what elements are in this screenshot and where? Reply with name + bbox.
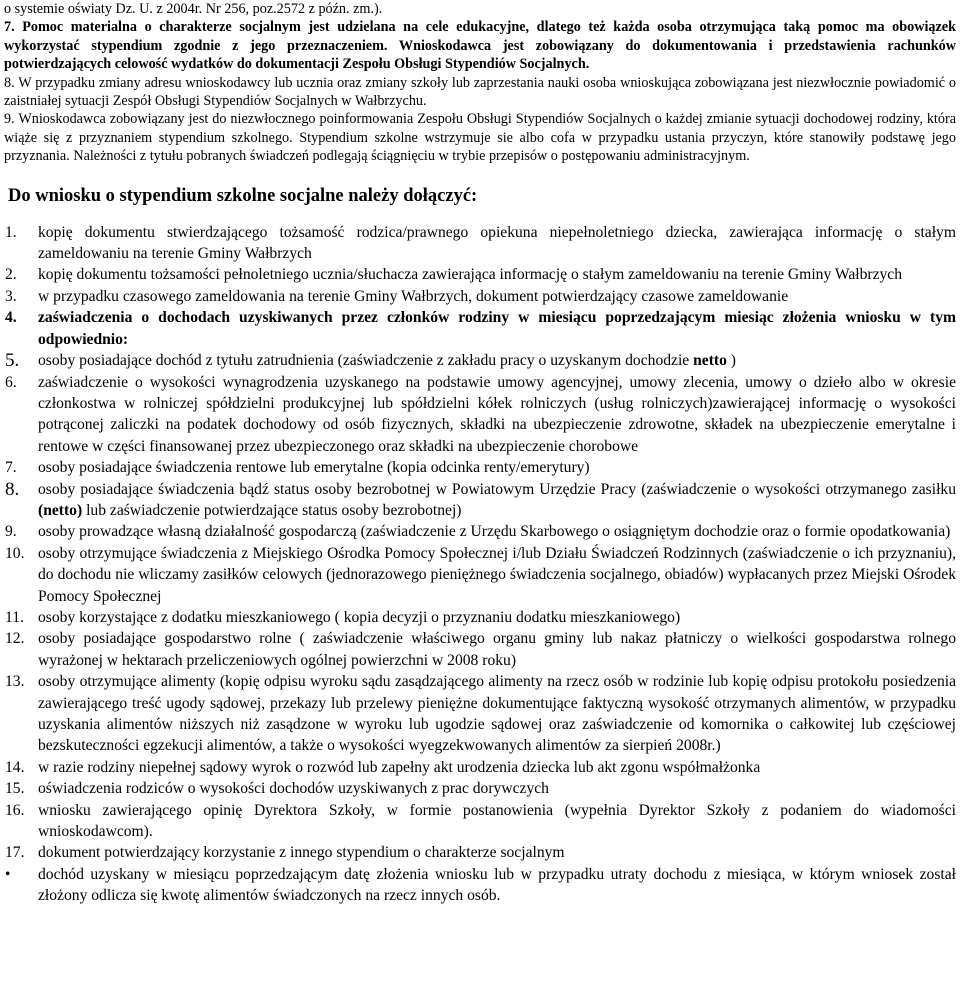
list-item xyxy=(4,842,956,863)
law-reference-line: o systemie oświaty Dz. U. z 2004r. Nr 256, poz.2572 z późn. zm.). xyxy=(4,1,383,17)
item-text: osoby otrzymujące alimenty (kopię odpisu wyroku sądu zasądzającego alimenty na rzecz osób w rodzinie lub kopię odpisu protokołu posiedzenia zawierającego treść ugody sądowej, przekazy lub przelewy pieniężne dokumentujące faktyczną wysokość otrzymanych alimentów, w przypadku uzyskania alimentów niższych niż zasądzone w wyroku lub ugodzie sądowej oraz zaświadczenie od komornika o całkowitej lub częściowej bezskuteczności egzekucji alimentów, a także o wysokości wyegzekwowanych alimentów za sierpień 2008r.) xyxy=(38,673,956,755)
paragraph-9: 9. Wnioskodawca zobowiązany jest do niezwłocznego poinformowania Zespołu Obsługi Stypendiów Socjalnych o każdej zmianie sytuacji dochodowej rodziny, która wiąże się z przyznaniem stypendium szkolnego. Stypendium szkolne wstrzymuje sie albo cofa w przypadku ustania przyczyn, które stanowiły podstawę jego przyznania. Należności z tytułu pobranych świadczeń podlegają ściągnięciu w trybie przepisów o postępowaniu administracyjnym. xyxy=(4,111,956,165)
paragraph-8: 8. W przypadku zmiany adresu wnioskodawcy lub ucznia oraz zmiany szkoły lub zaprzestania nauki osoba wnioskująca zobowiązana jest niezwłocznie powiadomić o zaistniałej sytuacji Zespół Obsługi Stypendiów Socjalnych w Wałbrzychu. xyxy=(4,74,956,110)
item-number: 8. xyxy=(5,478,20,500)
item-number: 1. xyxy=(5,223,17,241)
item-text-part: lub zaświadczenie potwierdzające status osoby bezrobotnej) xyxy=(82,501,462,519)
list-item xyxy=(4,800,956,843)
list-item xyxy=(4,286,956,307)
list-item xyxy=(4,671,956,757)
item-text: osoby prowadzące własną działalność gospodarczą (zaświadczenie z Urzędu Skarbowego o osiągniętym dochodzie oraz o formie opodatkowania) xyxy=(38,523,951,541)
item-text-emphasis: netto xyxy=(693,352,727,370)
list-item xyxy=(4,521,956,542)
item-number: 7. xyxy=(5,459,17,477)
list-item xyxy=(4,628,956,671)
attachments-heading: Do wniosku o stypendium szkolne socjalne należy dołączyć: xyxy=(8,185,478,206)
item-text xyxy=(38,350,956,371)
item-text: kopię dokumentu stwierdzającego tożsamość rodzica/prawnego opiekuna niepełnoletniego dziecka, zawierająca informację o stałym zameldowaniu na terenie Gminy Wałbrzych xyxy=(38,223,956,263)
list-item xyxy=(4,543,956,607)
attachments-list xyxy=(4,222,956,907)
list-item xyxy=(4,757,956,778)
item-number: 16. xyxy=(5,801,25,819)
item-text-part: osoby posiadające świadczenia bądź status osoby bezrobotnej w Powiatowym Urzędzie Pracy (zaświadczenie o wysokości otrzymanego zasiłku xyxy=(38,480,956,498)
item-text-emphasis: (netto) xyxy=(38,501,83,519)
item-text: wniosku zawierającego opinię Dyrektora Szkoły, w formie postanowienia (wypełnia Dyrektor Szkoły z podaniem do wiadomości wnioskodawcom). xyxy=(38,801,956,841)
item-number: 15. xyxy=(5,780,25,798)
item-text: dokument potwierdzający korzystanie z innego stypendium o charakterze socjalnym xyxy=(38,844,565,862)
bullet-icon: • xyxy=(5,865,11,883)
item-text xyxy=(38,479,956,522)
item-text: kopię dokumentu tożsamości pełnoletniego ucznia/słuchacza zawierająca informację o stałym zameldowaniu na terenie Gminy Wałbrzych xyxy=(38,266,903,284)
list-item xyxy=(4,607,956,628)
item-text: osoby otrzymujące świadczenia z Miejskiego Ośrodka Pomocy Społecznej i/lub Działu Świadczeń Rodzinnych (zaświadczenie o ich przyznaniu), do dochodu nie wliczamy zasiłków celowych (jednorazowego pieniężnego świadczenia socjalnego, obiadów) wypłacanych przez Miejski Ośrodek Pomocy Społecznej xyxy=(38,544,956,605)
item-number: 5. xyxy=(5,350,20,372)
item-number: 4. xyxy=(5,309,17,327)
item-number: 17. xyxy=(5,844,25,862)
item-number: 10. xyxy=(5,544,25,562)
item-number: 13. xyxy=(5,673,25,691)
item-text: osoby korzystające z dodatku mieszkaniowego ( kopia decyzji o przyznaniu dodatku mieszkaniowego) xyxy=(38,608,681,626)
list-item xyxy=(4,479,956,522)
item-text: zaświadczenie o wysokości wynagrodzenia uzyskanego na podstawie umowy agencyjnej, umowy zlecenia, umowy o dzieło albo w okresie członkostwa w rolniczej spółdzielni produkcyjnej lub spółdzielni kółek rolniczych (usług rolniczych)zawierającej informację o wysokości potrąconej zaliczki na podatek dochodowy od osób fizycznych, składki na ubezpieczenie zdrowotne, składek na ubezpieczenie emerytalne i rentowe w części finansowanej przez ubezpieczonego oraz składki na ubezpieczenie chorobowe xyxy=(38,373,956,455)
item-number: 6. xyxy=(5,373,17,391)
item-text: oświadczenia rodziców o wysokości dochodów uzyskiwanych z prac dorywczych xyxy=(38,780,549,798)
item-text: w przypadku czasowego zameldowania na terenie Gminy Wałbrzych, dokument potwierdzający czasowe zameldowanie xyxy=(38,287,789,305)
item-number: 3. xyxy=(5,287,17,305)
item-text: osoby posiadające świadczenia rentowe lub emerytalne (kopia odcinka renty/emerytury) xyxy=(38,459,590,477)
list-item xyxy=(4,778,956,799)
item-text: dochód uzyskany w miesiącu poprzedzającym datę złożenia wniosku lub w przypadku utraty dochodu z miesiąca, w którym wniosek został złożony odlicza się kwotę alimentów świadczonych na rzecz innych osób. xyxy=(38,865,956,905)
item-text-part: ) xyxy=(726,352,736,370)
list-item xyxy=(4,350,956,371)
item-number: 9. xyxy=(5,523,17,541)
item-number: 2. xyxy=(5,266,17,284)
intro-section xyxy=(4,0,956,166)
item-number: 14. xyxy=(5,758,25,776)
list-item xyxy=(4,457,956,478)
item-number: 12. xyxy=(5,630,25,648)
item-number: 11. xyxy=(5,608,24,626)
list-item xyxy=(4,264,956,285)
item-text: w razie rodziny niepełnej sądowy wyrok o rozwód lub zapełny akt urodzenia dziecka lub akt zgonu współmałżonka xyxy=(38,758,761,776)
paragraph-7: 7. Pomoc materialna o charakterze socjalnym jest udzielana na cele edukacyjne, dlatego też każda osoba otrzymująca taką pomoc ma obowiązek wykorzystać stypendium zgodnie z jego przeznaczeniem. Wnioskodawca jest zobowiązany do dokumentowania i przedstawienia rachunków potwierdzających celowość wydatków do dokumentacji Zespołu Obsługi Stypendiów Socjalnych. xyxy=(4,19,956,73)
item-text: zaświadczenia o dochodach uzyskiwanych przez członków rodziny w miesiącu poprzedzającym miesiąc złożenia wniosku w tym odpowiednio: xyxy=(38,309,956,348)
list-item xyxy=(4,372,956,458)
list-item xyxy=(4,222,956,265)
list-item xyxy=(4,307,956,350)
item-text: osoby posiadające gospodarstwo rolne ( zaświadczenie właściwego organu gminy lub nakaz płatniczy o wielkości gospodarstwa rolnego wyrażonej w hektarach przeliczeniowych ogólnej powierzchni w 2008 roku) xyxy=(38,630,956,669)
item-text-part: osoby posiadające dochód z tytułu zatrudnienia (zaświadczenie z zakładu pracy o uzyskanym dochodzie xyxy=(38,352,694,370)
list-item xyxy=(4,864,956,907)
